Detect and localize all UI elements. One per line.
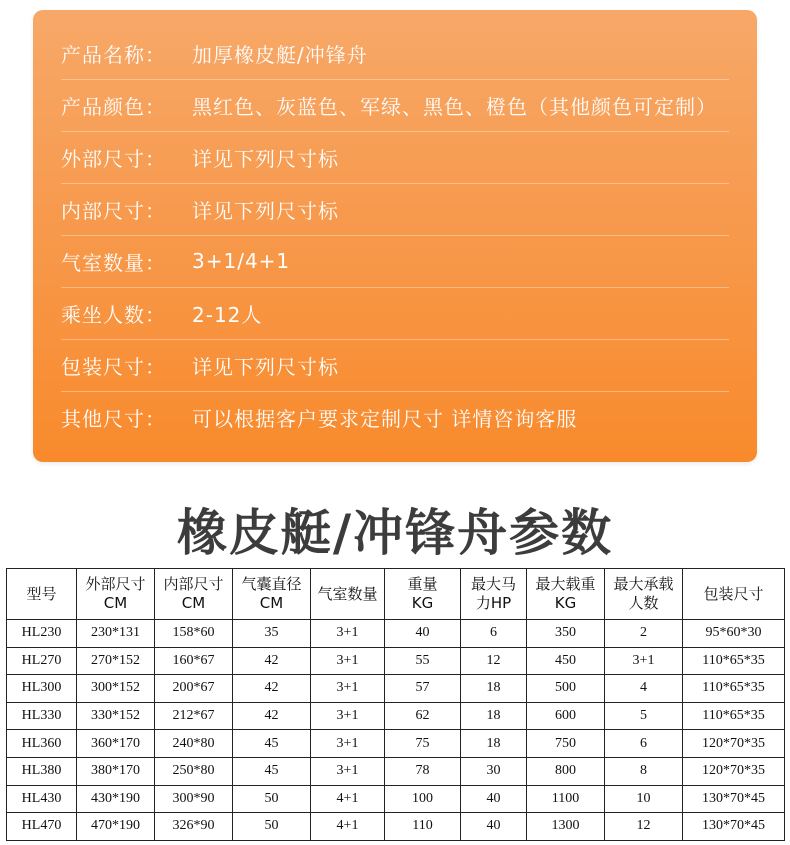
table-cell: 40 — [461, 813, 527, 841]
table-cell: 50 — [233, 785, 311, 813]
table-cell: 450 — [527, 647, 605, 675]
table-row — [7, 675, 785, 703]
table-cell: 3+1 — [311, 702, 385, 730]
column-header — [7, 569, 77, 620]
table-cell: 42 — [233, 675, 311, 703]
table-cell: 45 — [233, 757, 311, 785]
table-row — [7, 785, 785, 813]
info-value: 详见下列尺寸标 — [192, 146, 339, 171]
column-header-line: 包装尺寸 — [703, 584, 764, 603]
info-row-name — [61, 27, 729, 80]
table-cell: 300*90 — [155, 785, 233, 813]
table-cell: 380*170 — [77, 757, 155, 785]
table-cell: 1300 — [527, 813, 605, 841]
table-cell: HL270 — [7, 647, 77, 675]
table-cell: 300*152 — [77, 675, 155, 703]
table-cell: 110*65*35 — [683, 675, 785, 703]
table-cell: 200*67 — [155, 675, 233, 703]
info-label: 乘坐人数： — [61, 302, 166, 327]
info-row-inner-size — [61, 183, 729, 236]
spec-table — [6, 568, 785, 841]
table-cell: 42 — [233, 702, 311, 730]
table-cell: 3+1 — [311, 620, 385, 648]
table-cell: HL360 — [7, 730, 77, 758]
table-cell: 50 — [233, 813, 311, 841]
column-header — [233, 569, 311, 620]
info-label: 产品名称： — [61, 42, 166, 67]
product-info-card — [33, 10, 757, 462]
table-cell: 57 — [385, 675, 461, 703]
column-header — [385, 569, 461, 620]
table-cell: HL300 — [7, 675, 77, 703]
table-cell: 350 — [527, 620, 605, 648]
table-cell: 326*90 — [155, 813, 233, 841]
info-row-chambers — [61, 235, 729, 288]
info-value: 3+1/4+1 — [192, 249, 291, 273]
table-cell: 360*170 — [77, 730, 155, 758]
table-cell: 12 — [461, 647, 527, 675]
column-header — [461, 569, 527, 620]
table-cell: 3+1 — [311, 757, 385, 785]
table-cell: 6 — [605, 730, 683, 758]
column-header-unit: KG — [554, 594, 577, 612]
column-header-line: 型号 — [26, 584, 57, 603]
column-header-unit: CM — [181, 594, 206, 612]
table-cell: 212*67 — [155, 702, 233, 730]
info-value: 可以根据客户要求定制尺寸 详情咨询客服 — [192, 406, 578, 431]
column-header-line: 气室数量 — [317, 584, 378, 603]
table-cell: 18 — [461, 675, 527, 703]
table-cell: 600 — [527, 702, 605, 730]
table-cell: HL380 — [7, 757, 77, 785]
table-cell: 330*152 — [77, 702, 155, 730]
table-cell: 130*70*45 — [683, 813, 785, 841]
table-cell: HL430 — [7, 785, 77, 813]
table-cell: HL330 — [7, 702, 77, 730]
table-cell: 18 — [461, 730, 527, 758]
column-header — [683, 569, 785, 620]
table-cell: 30 — [461, 757, 527, 785]
table-cell: 430*190 — [77, 785, 155, 813]
table-cell: 10 — [605, 785, 683, 813]
column-header-line: 最大承载 — [613, 575, 674, 593]
table-cell: 40 — [385, 620, 461, 648]
table-cell: 4+1 — [311, 813, 385, 841]
table-row — [7, 813, 785, 841]
info-label: 内部尺寸： — [61, 198, 166, 223]
column-header-line: 外部尺寸 — [85, 575, 146, 593]
table-cell: 42 — [233, 647, 311, 675]
table-cell: 110 — [385, 813, 461, 841]
info-row-other — [61, 391, 729, 443]
table-row — [7, 647, 785, 675]
table-cell: 78 — [385, 757, 461, 785]
info-label: 气室数量： — [61, 250, 166, 275]
table-cell: 110*65*35 — [683, 702, 785, 730]
table-cell: 750 — [527, 730, 605, 758]
table-cell: 240*80 — [155, 730, 233, 758]
table-cell: HL230 — [7, 620, 77, 648]
table-row — [7, 702, 785, 730]
info-value: 2-12人 — [192, 302, 263, 327]
column-header-line: 内部尺寸 — [163, 575, 224, 593]
table-cell: 5 — [605, 702, 683, 730]
column-header-line: 最大载重 — [535, 575, 596, 593]
column-header-unit: KG — [411, 594, 434, 612]
table-cell: 160*67 — [155, 647, 233, 675]
table-cell: 6 — [461, 620, 527, 648]
info-value: 黑红色、灰蓝色、军绿、黑色、橙色（其他颜色可定制） — [192, 94, 717, 119]
info-row-outer-size — [61, 131, 729, 184]
table-cell: 4 — [605, 675, 683, 703]
column-header-line: 最大马 — [470, 575, 516, 593]
info-value: 加厚橡皮艇/冲锋舟 — [192, 42, 368, 67]
table-cell: 3+1 — [311, 647, 385, 675]
table-cell: 800 — [527, 757, 605, 785]
info-value: 详见下列尺寸标 — [192, 198, 339, 223]
table-cell: 270*152 — [77, 647, 155, 675]
table-cell: 110*65*35 — [683, 647, 785, 675]
column-header — [605, 569, 683, 620]
info-label: 包装尺寸： — [61, 354, 166, 379]
table-cell: 35 — [233, 620, 311, 648]
info-row-capacity — [61, 287, 729, 340]
table-cell: 95*60*30 — [683, 620, 785, 648]
column-header — [77, 569, 155, 620]
table-cell: 62 — [385, 702, 461, 730]
column-header — [155, 569, 233, 620]
table-cell: 45 — [233, 730, 311, 758]
table-cell: 100 — [385, 785, 461, 813]
table-cell: 40 — [461, 785, 527, 813]
column-header-line: 气囊直径 — [241, 575, 302, 593]
table-cell: 4+1 — [311, 785, 385, 813]
table-cell: 3+1 — [311, 730, 385, 758]
table-cell: 18 — [461, 702, 527, 730]
table-cell: 158*60 — [155, 620, 233, 648]
info-row-package-size — [61, 339, 729, 392]
info-row-color — [61, 79, 729, 132]
table-cell: 12 — [605, 813, 683, 841]
table-header-row — [7, 569, 785, 620]
table-cell: 75 — [385, 730, 461, 758]
table-cell: 2 — [605, 620, 683, 648]
column-header-unit: CM — [259, 594, 284, 612]
table-cell: 130*70*45 — [683, 785, 785, 813]
info-label: 其他尺寸： — [61, 406, 166, 431]
table-cell: 230*131 — [77, 620, 155, 648]
info-label: 产品颜色： — [61, 94, 166, 119]
table-body — [7, 620, 785, 841]
table-row — [7, 620, 785, 648]
column-header-unit: 人数 — [628, 594, 659, 612]
table-cell: 1100 — [527, 785, 605, 813]
table-cell: 500 — [527, 675, 605, 703]
table-cell: 250*80 — [155, 757, 233, 785]
section-title: 橡皮艇/冲锋舟参数 — [176, 504, 614, 562]
column-header — [311, 569, 385, 620]
column-header-unit: CM — [103, 594, 128, 612]
info-label: 外部尺寸： — [61, 146, 166, 171]
table-cell: HL470 — [7, 813, 77, 841]
table-cell: 55 — [385, 647, 461, 675]
table-cell: 8 — [605, 757, 683, 785]
table-cell: 470*190 — [77, 813, 155, 841]
column-header-unit: 力HP — [475, 594, 512, 612]
table-cell: 120*70*35 — [683, 757, 785, 785]
table-cell: 3+1 — [311, 675, 385, 703]
table-cell: 120*70*35 — [683, 730, 785, 758]
info-value: 详见下列尺寸标 — [192, 354, 339, 379]
column-header-line: 重量 — [407, 575, 438, 593]
table-row — [7, 730, 785, 758]
column-header — [527, 569, 605, 620]
table-row — [7, 757, 785, 785]
table-cell: 3+1 — [605, 647, 683, 675]
